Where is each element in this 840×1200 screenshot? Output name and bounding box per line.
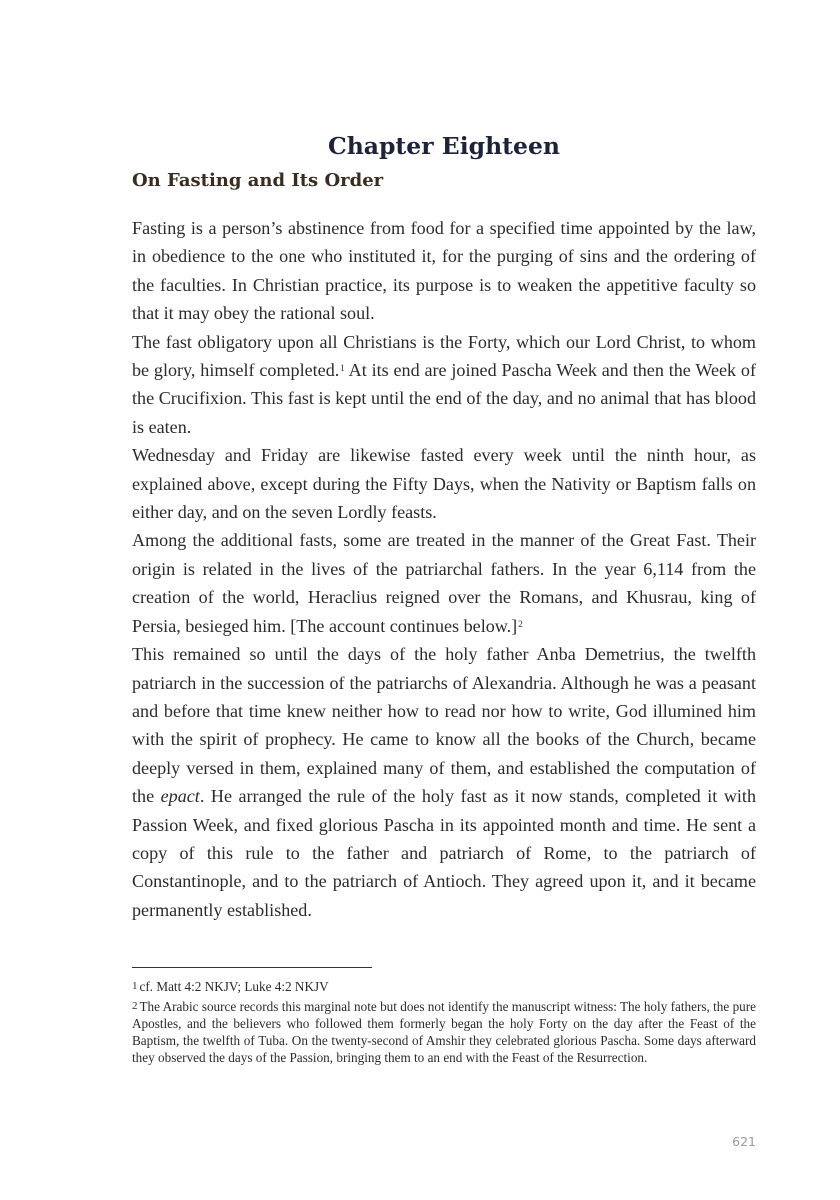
paragraph-4-text: Among the additional fasts, some are treated in the manner of the Great Fast. Their origin is related in the lives of the patriarchal fathers. In the year 6,114 from the creation of the world, Heraclius reigned over the Romans, and Khusrau, king of Persia, besieged him. [The account continues below.] [132,530,756,636]
paragraph-5-text-cont: . He arranged the rule of the holy fast as it now stands, completed it with Passion Week, and fixed glorious Pascha in its appointed month and time. He sent a copy of this rule to the father and patriarch of Rome, to the patriarch of Constantinople, and to the patriarch of Antioch. They agreed upon it, and it became permanently established. [132,786,756,920]
epact-term: epact [160,786,200,807]
footnote-ref-1[interactable]: 1 [340,363,345,374]
paragraph-3: Wednesday and Friday are likewise fasted every week until the ninth hour, as explained above, except during the Fifty Days, when the Nativity or Baptism falls on either day, and on the seven Lordly feasts. [132,445,756,523]
footnote-2-number: 2 [132,1000,138,1012]
paragraph-1: Fasting is a person’s abstinence from food for a specified time appointed by the law, in obedience to the one who instituted it, for the purging of sins and the ordering of the faculties. In Christian practice, its purpose is to weaken the appetitive faculty so that it may obey the rational soul. [132,218,756,324]
footnote-2 [132,998,756,1066]
footnote-ref-2[interactable]: 2 [518,618,523,629]
footnote-2-text: The Arabic source records this marginal note but does not identify the manuscript witness: The holy fathers, the pure Apostles, and the believers who followed them formerly began the holy Forty on the day after the Feast of the Baptism, the twelfth of Tuba. On the twenty-second of Amshir they celebrated glorious Pascha. Some days afterward they observed the days of the Passion, bringing them to an end with the Feast of the Resurrection. [132,999,756,1065]
paragraph-4 [132,526,756,640]
page-number: 621 [732,1134,756,1149]
chapter-title: Chapter Eighteen [327,132,561,160]
paragraph-2 [132,328,756,442]
paragraph-2-text-cont: At its end are joined Pascha Week and then the Week of the Crucifixion. This fast is kept until the end of the day, and no animal that has blood is eaten. [132,360,756,437]
body-text [132,214,756,924]
footnote-divider [132,967,372,968]
footnote-1-number: 1 [132,980,138,992]
paragraph-5 [132,640,756,924]
paragraph-5-text: This remained so until the days of the holy father Anba Demetrius, the twelfth patriarch in the succession of the patriarchs of Alexandria. Although he was a peasant and before that time knew neither how to read nor how to write, God illumined him with the spirit of prophecy. He came to know all the books of the Church, became deeply versed in them, explained many of them, and established the computation of the [132,644,756,807]
footnotes [132,978,756,1069]
footnote-1 [132,978,756,995]
paragraph-2-text: The fast obligatory upon all Christians is the Forty, which our Lord Christ, to whom be glory, himself completed. [132,331,756,381]
book-page [132,0,756,1200]
section-title: On Fasting and Its Order [132,170,384,191]
footnote-1-text: cf. Matt 4:2 NKJV; Luke 4:2 NKJV [139,979,329,994]
